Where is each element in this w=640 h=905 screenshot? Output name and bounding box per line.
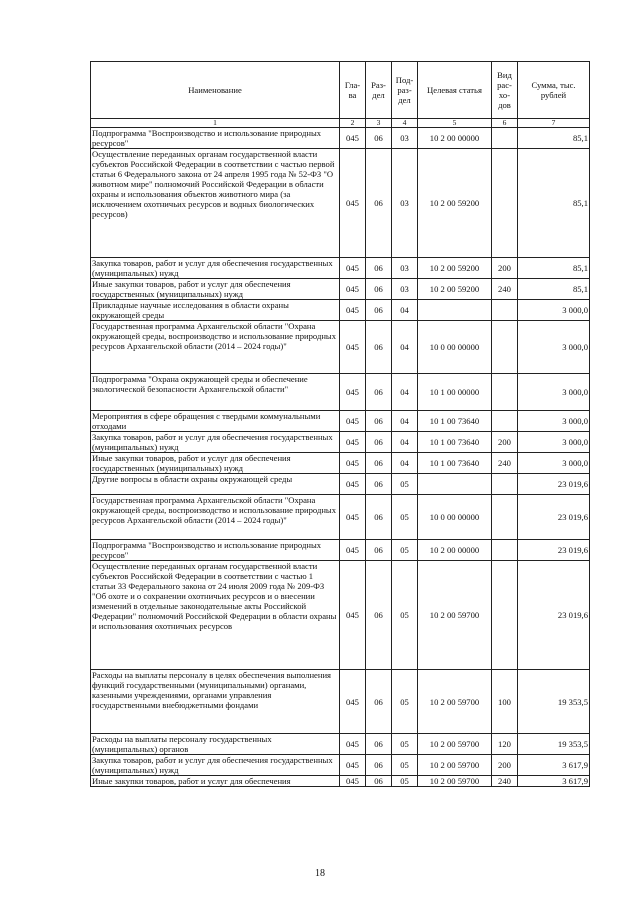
table-row (91, 453, 590, 474)
row-glava: 045 (340, 149, 366, 258)
row-glava: 045 (340, 540, 366, 561)
row-razdel: 06 (366, 561, 392, 670)
column-number: 4 (392, 119, 418, 128)
row-podrazdel: 05 (392, 495, 418, 540)
header-sum: Сумма, тыс. рублей (518, 62, 590, 119)
row-expense-type (492, 149, 518, 258)
row-razdel: 06 (366, 474, 392, 495)
row-razdel: 06 (366, 374, 392, 411)
row-sum: 85,1 (518, 258, 590, 279)
row-podrazdel: 05 (392, 734, 418, 755)
table-row (91, 279, 590, 300)
row-name: Закупка товаров, работ и услуг для обеспечения государственных (муниципальных) нужд (91, 432, 340, 453)
table-row (91, 374, 590, 411)
table-body (91, 128, 590, 787)
row-podrazdel: 03 (392, 279, 418, 300)
row-sum: 3 000,0 (518, 300, 590, 321)
row-razdel: 06 (366, 755, 392, 776)
row-expense-type: 120 (492, 734, 518, 755)
row-glava: 045 (340, 776, 366, 787)
row-name: Расходы на выплаты персоналу государственных (муниципальных) органов (91, 734, 340, 755)
row-glava: 045 (340, 374, 366, 411)
page-number: 18 (315, 868, 325, 879)
row-podrazdel: 03 (392, 258, 418, 279)
row-podrazdel: 05 (392, 540, 418, 561)
table-row (91, 258, 590, 279)
row-target-article: 10 0 00 00000 (418, 495, 492, 540)
row-name: Иные закупки товаров, работ и услуг для обеспечения государственных (муниципальных) нужд (91, 279, 340, 300)
table-row (91, 321, 590, 374)
row-name: Государственная программа Архангельской области "Охрана окружающей среды, воспроизводство и использование природных ресурсов Архангельской области (2014 – 2024 годы)" (91, 495, 340, 540)
row-target-article: 10 2 00 59200 (418, 258, 492, 279)
row-name: Расходы на выплаты персоналу в целях обеспечения выполнения функций государственными (муниципальными) органами, казенными учреждениями, органами управления государственными внебюджетными фондами (91, 670, 340, 734)
row-expense-type: 240 (492, 453, 518, 474)
row-expense-type: 200 (492, 432, 518, 453)
row-razdel: 06 (366, 149, 392, 258)
row-sum: 3 617,9 (518, 755, 590, 776)
table-row (91, 474, 590, 495)
row-target-article: 10 2 00 00000 (418, 128, 492, 149)
table-row (91, 300, 590, 321)
row-glava: 045 (340, 128, 366, 149)
row-podrazdel: 05 (392, 670, 418, 734)
row-razdel: 06 (366, 300, 392, 321)
row-sum: 3 000,0 (518, 453, 590, 474)
table-row (91, 776, 590, 787)
row-expense-type (492, 540, 518, 561)
row-sum: 19 353,5 (518, 670, 590, 734)
row-expense-type (492, 411, 518, 432)
row-expense-type: 240 (492, 279, 518, 300)
row-name: Другие вопросы в области охраны окружающей среды (91, 474, 340, 495)
row-razdel: 06 (366, 411, 392, 432)
row-sum: 3 000,0 (518, 321, 590, 374)
row-sum: 3 617,9 (518, 776, 590, 787)
row-razdel: 06 (366, 258, 392, 279)
table-row (91, 128, 590, 149)
row-glava: 045 (340, 411, 366, 432)
row-target-article: 10 2 00 59700 (418, 755, 492, 776)
row-glava: 045 (340, 670, 366, 734)
table-row (91, 561, 590, 670)
table-row (91, 495, 590, 540)
row-sum: 19 353,5 (518, 734, 590, 755)
row-expense-type (492, 495, 518, 540)
row-name: Прикладные научные исследования в области охраны окружающей среды (91, 300, 340, 321)
column-number: 7 (518, 119, 590, 128)
row-target-article: 10 2 00 59200 (418, 149, 492, 258)
row-sum: 3 000,0 (518, 411, 590, 432)
row-podrazdel: 03 (392, 128, 418, 149)
row-glava: 045 (340, 453, 366, 474)
row-glava: 045 (340, 300, 366, 321)
row-target-article: 10 1 00 73640 (418, 453, 492, 474)
row-sum: 85,1 (518, 279, 590, 300)
row-podrazdel: 04 (392, 300, 418, 321)
row-sum: 85,1 (518, 128, 590, 149)
row-target-article: 10 1 00 00000 (418, 374, 492, 411)
row-glava: 045 (340, 279, 366, 300)
row-target-article: 10 2 00 59700 (418, 776, 492, 787)
row-razdel: 06 (366, 670, 392, 734)
row-name: Подпрограмма "Охрана окружающей среды и обеспечение экологической безопасности Архангельской области" (91, 374, 340, 411)
row-razdel: 06 (366, 128, 392, 149)
row-podrazdel: 05 (392, 755, 418, 776)
row-target-article (418, 474, 492, 495)
row-podrazdel: 05 (392, 561, 418, 670)
table-row (91, 540, 590, 561)
row-razdel: 06 (366, 540, 392, 561)
row-target-article: 10 1 00 73640 (418, 411, 492, 432)
row-glava: 045 (340, 755, 366, 776)
row-razdel: 06 (366, 734, 392, 755)
header-vid: Вид рас-хо-дов (492, 62, 518, 119)
column-number: 3 (366, 119, 392, 128)
row-target-article: 10 0 00 00000 (418, 321, 492, 374)
header-target: Целевая статья (418, 62, 492, 119)
row-name: Осуществление переданных органам государственной власти субъектов Российской Федерации в соответствии с частью 1 статьи 33 Федерального закона от 24 июля 2009 года № 209-ФЗ "Об охоте и о сохранении охотничьих ресурсов и о внесении изменений в отдельные законодательные акты Российской Федерации" полномочий Российской Федерации в области охраны и использования охотничьих ресурсов (91, 561, 340, 670)
header-row (91, 62, 590, 119)
table-row (91, 755, 590, 776)
budget-table (90, 61, 590, 787)
row-razdel: 06 (366, 432, 392, 453)
row-name: Иные закупки товаров, работ и услуг для обеспечения (91, 776, 340, 787)
row-sum: 3 000,0 (518, 374, 590, 411)
row-target-article: 10 2 00 59700 (418, 734, 492, 755)
row-expense-type: 200 (492, 258, 518, 279)
row-razdel: 06 (366, 279, 392, 300)
row-expense-type (492, 128, 518, 149)
row-glava: 045 (340, 474, 366, 495)
row-expense-type: 100 (492, 670, 518, 734)
row-expense-type (492, 374, 518, 411)
table-row (91, 149, 590, 258)
row-sum: 23 019,6 (518, 495, 590, 540)
row-podrazdel: 04 (392, 321, 418, 374)
column-number-row (91, 119, 590, 128)
row-expense-type: 240 (492, 776, 518, 787)
row-sum: 23 019,6 (518, 561, 590, 670)
row-podrazdel: 04 (392, 374, 418, 411)
row-podrazdel: 04 (392, 453, 418, 474)
column-number: 6 (492, 119, 518, 128)
row-target-article: 10 2 00 59200 (418, 279, 492, 300)
row-expense-type: 200 (492, 755, 518, 776)
row-target-article: 10 2 00 00000 (418, 540, 492, 561)
row-razdel: 06 (366, 453, 392, 474)
row-glava: 045 (340, 321, 366, 374)
header-podrazdel: Под-раз-дел (392, 62, 418, 119)
row-podrazdel: 03 (392, 149, 418, 258)
column-number: 5 (418, 119, 492, 128)
row-glava: 045 (340, 258, 366, 279)
row-glava: 045 (340, 734, 366, 755)
row-sum: 85,1 (518, 149, 590, 258)
table-row (91, 670, 590, 734)
row-name: Закупка товаров, работ и услуг для обеспечения государственных (муниципальных) нужд (91, 755, 340, 776)
row-target-article: 10 1 00 73640 (418, 432, 492, 453)
row-glava: 045 (340, 432, 366, 453)
row-podrazdel: 04 (392, 432, 418, 453)
row-sum: 23 019,6 (518, 474, 590, 495)
row-name: Мероприятия в сфере обращения с твердыми коммунальными отходами (91, 411, 340, 432)
row-expense-type (492, 321, 518, 374)
header-glava: Гла-ва (340, 62, 366, 119)
row-target-article: 10 2 00 59700 (418, 670, 492, 734)
column-number: 2 (340, 119, 366, 128)
row-name: Иные закупки товаров, работ и услуг для обеспечения государственных (муниципальных) нужд (91, 453, 340, 474)
row-expense-type (492, 474, 518, 495)
table-row (91, 411, 590, 432)
row-target-article: 10 2 00 59700 (418, 561, 492, 670)
row-name: Подпрограмма "Воспроизводство и использование природных ресурсов" (91, 128, 340, 149)
row-glava: 045 (340, 495, 366, 540)
row-podrazdel: 05 (392, 776, 418, 787)
row-target-article (418, 300, 492, 321)
row-razdel: 06 (366, 776, 392, 787)
row-razdel: 06 (366, 321, 392, 374)
row-sum: 23 019,6 (518, 540, 590, 561)
header-razdel: Раз-дел (366, 62, 392, 119)
row-name: Закупка товаров, работ и услуг для обеспечения государственных (муниципальных) нужд (91, 258, 340, 279)
row-podrazdel: 05 (392, 474, 418, 495)
row-expense-type (492, 300, 518, 321)
table-row (91, 734, 590, 755)
row-razdel: 06 (366, 495, 392, 540)
row-podrazdel: 04 (392, 411, 418, 432)
header-name: Наименование (91, 62, 340, 119)
row-expense-type (492, 561, 518, 670)
row-sum: 3 000,0 (518, 432, 590, 453)
row-name: Осуществление переданных органам государственной власти субъектов Российской Федерации в соответствии с частью первой статьи 6 Федерального закона от 24 апреля 1995 года № 52-ФЗ "О животном мире" полномочий Российской Федерации в области охраны и использования объектов животного мира (за исключением охотничьих ресурсов и водных биологических ресурсов) (91, 149, 340, 258)
table-row (91, 432, 590, 453)
column-number: 1 (91, 119, 340, 128)
row-name: Подпрограмма "Воспроизводство и использование природных ресурсов" (91, 540, 340, 561)
row-name: Государственная программа Архангельской области "Охрана окружающей среды, воспроизводство и использование природных ресурсов Архангельской области (2014 – 2024 годы)" (91, 321, 340, 374)
row-glava: 045 (340, 561, 366, 670)
